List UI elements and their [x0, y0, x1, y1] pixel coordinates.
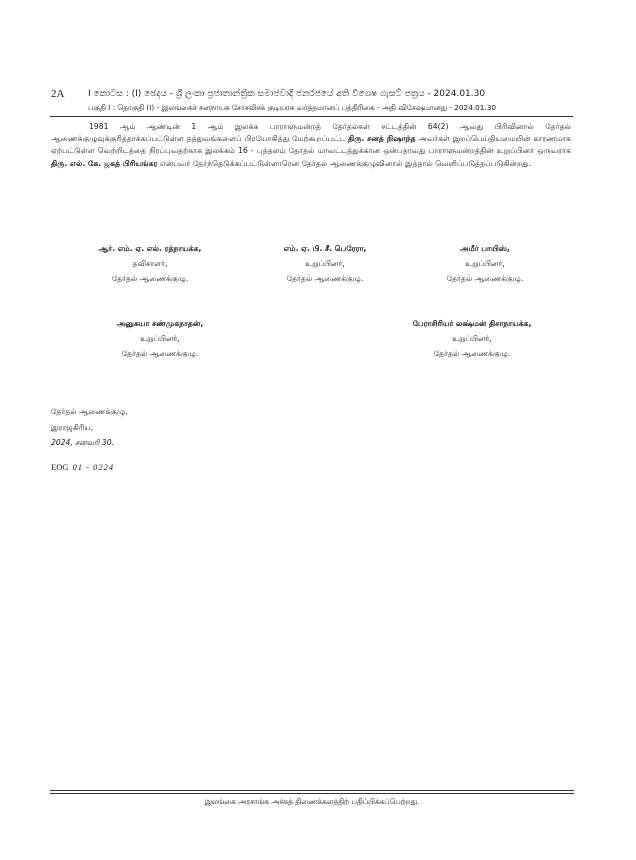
signatory-block — [70, 316, 250, 361]
signatory-block — [60, 241, 240, 286]
printer-credit: இலங்கை அரசாங்க அச்சுத் திணைக்களத்திற் பதிப்பிக்கப்பெற்றது. — [204, 797, 420, 806]
paragraph-text-end: என்பவர் தேர்ந்தெடுக்கப்பட்டுள்ளாரென தேர்தல் ஆணைக்குழுவினால் இத்தால் வெளிப்படுத்தப்படுகின்றது. — [157, 158, 532, 168]
signatory-name: எம். ஏ. பி. சீ. பெரேரா, — [283, 244, 367, 253]
signatory-name: அனுசுயா சண்முகநாதன், — [116, 319, 204, 328]
paragraph-text-start: 1981 ஆம் ஆண்டின் 1 ஆம் இலக்க பாராளுமன்றத் தேர்தல்கள் சட்டத்தின் 64(2) ஆவது பிரிவினால் தேர்தல் ஆணைக்குழுவுக்குரித்தாக்கப்பட்டுள்ள தத்துவங்களைப் பிரயோகித்து மேற்கூறப்பட்ட — [51, 122, 571, 144]
signatory-org: தேர்தல் ஆணைக்குழு. — [433, 349, 511, 358]
signatory-block — [395, 241, 575, 286]
header-tamil-line: பகுதி I : தொகுதி (I) - இலங்கைச் சனநாயக சோசலிசக் குடியரசு வர்த்தமானப் பத்திரிகை - அதி விசேஷமானது - 2024.01.30 — [88, 103, 497, 112]
signatory-role: தவிசாளர், — [132, 259, 168, 268]
signatory-role: உறுப்பினர், — [465, 259, 505, 268]
address-block — [51, 404, 128, 451]
address-line: இராஜகிரிய, — [51, 422, 94, 432]
paragraph-text-middle: அவர்கள் இறப்பெய்தியமையின் காரணமாக ஏற்பட்டுள்ள வெற்றிடத்தை நிரப்புவதற்காக இலக்கம் 16 - புத்தளம் தேர்தல் மாவட்டத்துக்கான ஒன்பதாவது பாராளுமன்றத்தின் உறுப்பினர் ஒருவராக — [51, 134, 572, 156]
notice-paragraph — [51, 121, 571, 170]
header-divider — [50, 116, 573, 117]
signatory-org: தேர்தல் ஆணைக்குழு. — [286, 274, 364, 283]
signatory-block — [235, 241, 415, 286]
signatory-org: தேர்தல் ஆணைக்குழு. — [446, 274, 524, 283]
address-date: 2024, சனவரி 30. — [51, 438, 114, 447]
reference-number: 01 - 0224 — [72, 462, 115, 472]
reference-prefix: EOG — [51, 462, 69, 472]
signatory-name: பேராசிரியர் லக்ஷ்மன் திசாநாயக்க, — [412, 319, 532, 328]
signatory-role: உறுப்பினர், — [305, 259, 345, 268]
elected-member-name: திரு. எல். கே. ஜகத் பிரியங்கர — [51, 158, 158, 168]
signatory-org: தேர்தல் ஆணைக்குழு. — [111, 274, 189, 283]
reference-code — [51, 462, 114, 472]
signatory-name: ஆர். எம். ஏ. எல். ரத்நாயக்க, — [98, 244, 202, 253]
signatory-role: உறுப்பினர், — [140, 334, 180, 343]
deceased-member-name: திரு. சனத் நிஷாந்த — [348, 134, 416, 144]
footer-divider — [50, 790, 574, 791]
header-sinhala-line: I කොටස : (I) ඡෙදය - ශ්‍රී ලංකා ප්‍රජාතාන්ත්‍රික සමාජවාදී ජනරජයේ අති විශෙෂ ගැසට් පත්‍රය - 2024.01.30 — [88, 89, 486, 99]
signatory-role: உறுப்பினர், — [452, 334, 492, 343]
footer-divider — [50, 793, 574, 794]
address-line: தேர்தல் ஆணைக்குழு, — [51, 407, 128, 416]
signatory-block — [372, 316, 572, 361]
signatory-org: தேர்தல் ஆணைக்குழு. — [121, 349, 199, 358]
page-number: 2A — [51, 88, 65, 100]
signatory-name: அமீர் பாயிஸ், — [460, 244, 510, 253]
